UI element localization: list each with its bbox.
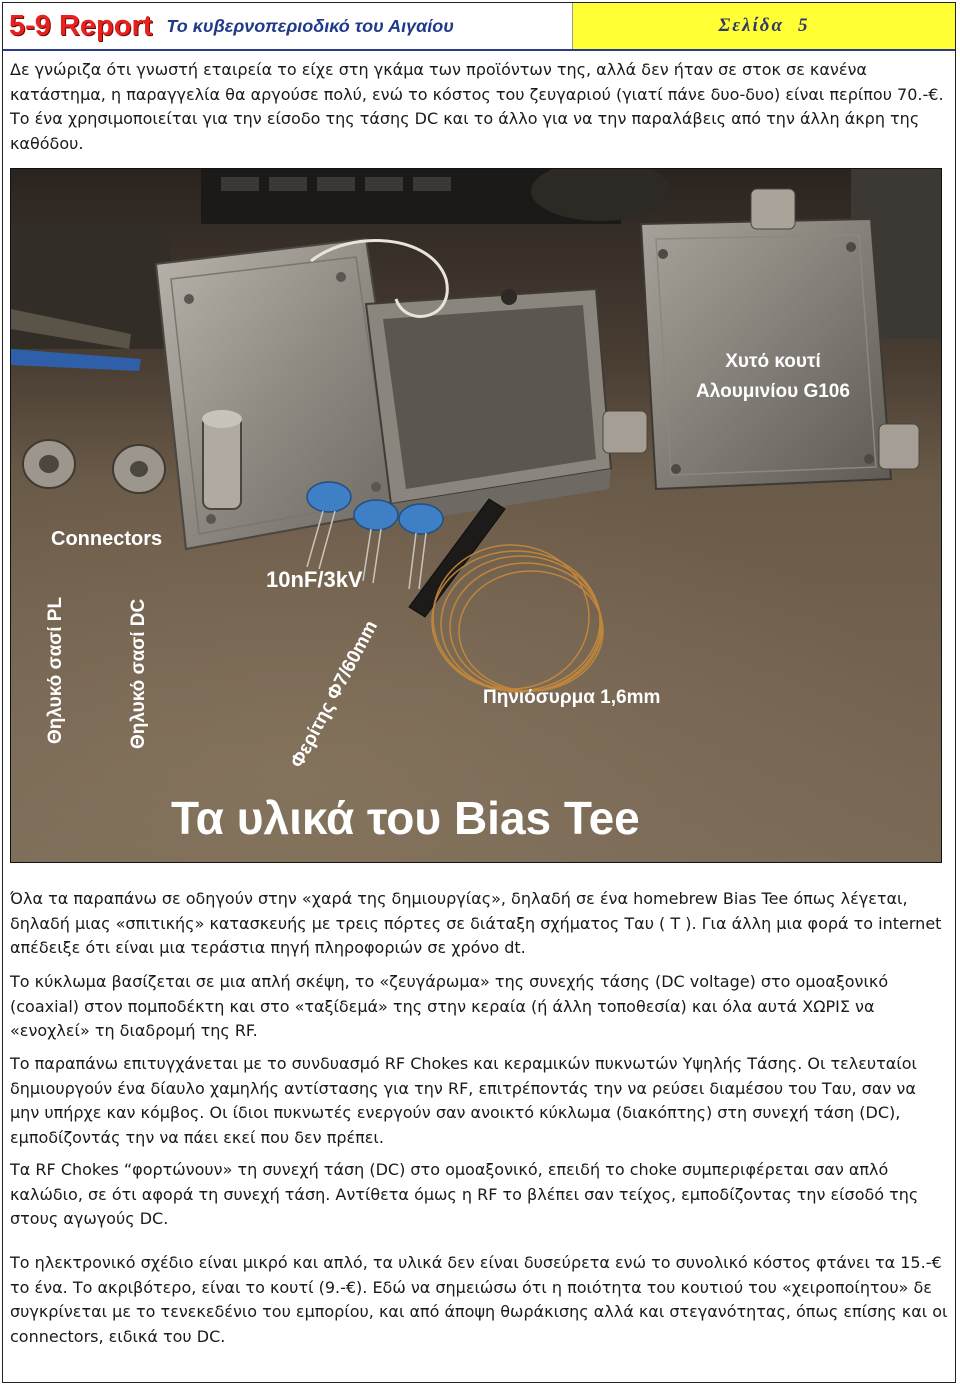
label-connectors: Connectors bbox=[51, 528, 163, 550]
label-caption: Τα υλικά του Bias Tee bbox=[171, 792, 640, 844]
paragraph-5: Το ηλεκτρονικό σχέδιο είναι μικρό και απλό, τα υλικά δεν είναι δυσεύρετα ενώ το συνολικό κόστος φτάνει τα 15.-€ το ένα. Το ακριβότερο, είναι το κουτί (9.-€). Εδώ να σημειώσω ότι η ποιότητα του κουτιού του «χειροποίητου» δε συγκρίνεται με το τενεκεδένιο του εμπορίου, και από άποψη θωράκισης αλλά και στεγανότητας, όπως επίσης και οι connectors, ειδικά του DC. bbox=[10, 1253, 948, 1346]
paragraph-1: Όλα τα παραπάνω σε οδηγούν στην «χαρά της δημιουργίας», δηλαδή σε ένα homebrew Bias Tee όπως λέγεται, δηλαδή μιας «σπιτικής» κατασκευής με τρεις πόρτες σε διάταξη σχήματος Ταυ ( T ). Για άλλη μια φορά το internet απέδειξε ότι είναι μια τεράστια πηγή πληροφοριών σε χρόνο dt. bbox=[10, 889, 942, 957]
page-number: 5 bbox=[798, 15, 810, 36]
intro-paragraph: Δε γνώριζα ότι γνωστή εταιρεία το είχε στη γκάμα των προϊόντων της, αλλά δεν ήταν σε στοκ σε κανένα κατάστημα, η παραγγελία θα αργούσε πολύ, ενώ το κόστος του ζευγαριού (γιατί πάνε δυο-δυο) είναι περίπου 70.-€. Το ένα χρησιμοποιείται για την είσοδο της τάσης DC και το άλλο για να την παραλάβεις από την άλλη άκρη της καθόδου. bbox=[10, 60, 944, 153]
paragraph-3: Το παραπάνω επιτυγχάνεται με το συνδυασμό RF Chokes και κεραμικών πυκνωτών Υψηλής Τάσης. Οι τελευταίοι δημιουργούν ένα δίαυλο χαμηλής αντίστασης για την RF, επιτρέποντάς την να ρεύσει διαμέσου του Ταυ, σαν να μην υπήρχε καν κόμβος. Οι ίδιοι πυκνωτές ενεργούν σαν ανοικτό κύκλωμα (διακόπτης) στη συνεχή τάση (DC), εμποδίζοντάς την να πάει εκεί που δεν πρέπει. bbox=[10, 1054, 917, 1147]
page-word: Σελίδα bbox=[718, 15, 784, 36]
page-header bbox=[3, 3, 955, 49]
label-female-dc: Θηλυκό σασί DC bbox=[128, 598, 149, 749]
label-wire: Πηνιόσυρμα 1,6mm bbox=[483, 687, 661, 708]
label-box-line1: Χυτό κουτί bbox=[725, 351, 821, 372]
label-female-pl: Θηλυκό σασί PL bbox=[45, 596, 66, 744]
header-left bbox=[3, 3, 572, 49]
paragraph-2: Το κύκλωμα βασίζεται σε μια απλή σκέψη, το «ζευγάρωμα» της συνεχής τάσης (DC voltage) στο ομοαξονικό (coaxial) στον πομποδέκτη και στο «ταξίδεμά» της στην κεραία (ή άλλη τοποθεσία) και όλα αυτά ΧΩΡΙΣ να «ενοχλεί» τη διαδρομή της RF. bbox=[10, 972, 889, 1040]
magazine-tagline: Το κυβερνοπεριοδικό του Αιγαίου bbox=[166, 15, 454, 36]
label-capacitors: 10nF/3kV bbox=[266, 567, 363, 592]
magazine-logo: 5-9 Report bbox=[9, 9, 153, 42]
page-indicator bbox=[572, 3, 955, 49]
bias-tee-materials-photo bbox=[10, 168, 942, 863]
label-ferrite: Φερίτης Φ7/60mm bbox=[286, 617, 383, 772]
label-box-line2: Αλουμινίου G106 bbox=[696, 381, 850, 402]
header-divider bbox=[3, 49, 955, 51]
paragraph-4: Τα RF Chokes “φορτώνουν» τη συνεχή τάση (DC) στο ομοαξονικό, επειδή το choke συμπεριφέρεται σαν απλό καλώδιο, σε ότι αφορά τη συνεχή τάση. Αντίθετα όμως η RF το βλέπει σαν τείχος, εμποδίζοντας την είσοδό της στους αγωγούς DC. bbox=[10, 1160, 919, 1228]
